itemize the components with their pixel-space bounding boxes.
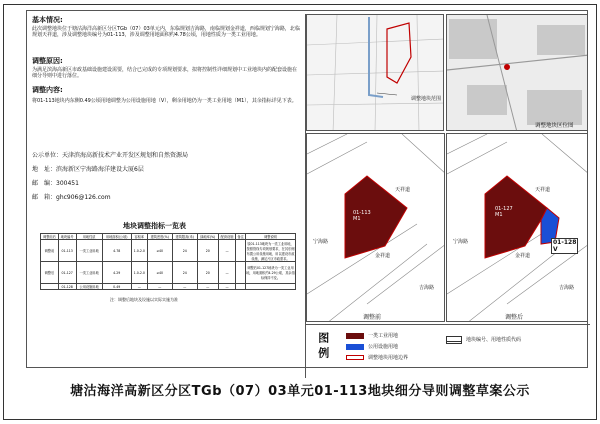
table-header: 绿地率(%) <box>197 234 218 240</box>
road-label: 金祥道 <box>375 253 391 259</box>
overview-map-drawing <box>447 15 588 131</box>
legend-item-label: 地块编号、用地性质代码 <box>466 337 522 343</box>
basic-text: 此次调整地块位于塘沽海洋高新区分区TGb（07）03单元内，东临规划吉海路，南临规划金祥道，西临规划宁海路，北临规划天祥道，涉及调整地块编号为01-113，涉及调整用地面积约4.78公顷，用地性质为一类工业用地。 <box>32 26 300 39</box>
table-row: 调整后 01-127 一类工业用地 4.29 1.0-2.0 ≥40 24 20 — 调整后01-127地块为一类工业用地，用地面积约4.29公顷，其余指标保持不变。 <box>41 262 296 284</box>
content-title: 调整内容: <box>32 86 63 94</box>
road-label: 吉海路 <box>559 285 575 291</box>
contact-address: 地 址：滨海新区宁海路海洋建设大厦6层 <box>32 166 144 173</box>
before-map-drawing <box>307 134 445 322</box>
location-map <box>306 14 444 131</box>
road-label: 宁海路 <box>453 239 469 245</box>
legend-item-label: 公用设施用地 <box>368 344 399 350</box>
after-map <box>446 133 588 322</box>
after-label: 调整后 <box>505 314 524 321</box>
table-row: 01-128 公用设施用地 0.49 — — — — — <box>41 284 296 290</box>
table-header: 用地性质 <box>76 234 102 240</box>
table-header: 调整说明 <box>246 234 296 240</box>
road-label: 吉海路 <box>419 285 435 291</box>
legend-divider <box>306 324 590 325</box>
legend-code-swatch <box>446 336 462 344</box>
indicator-table <box>40 233 296 290</box>
contact-postcode: 邮 编：300451 <box>32 180 79 187</box>
legend-title: 图例 <box>316 332 330 362</box>
parcel-before-label: 01-113 M1 <box>353 210 371 222</box>
table-row: 调整前 01-113 一类工业用地 4.78 1.0-2.0 ≥40 24 20 — 原01-113地块为一类工业用地，按照管线专项规划要求，在其东侧布置公用设施用地，用以建设市政设施，满足片区市政需求。 <box>41 240 296 262</box>
reason-text: 为满足滨海高新区市政基础设施建设需要，结合已完成的专项规划要求，拟将控制性详细规划中工业地块内的配套设施在细分导则中进行落位。 <box>32 67 298 80</box>
table-header: 建筑限高(米) <box>172 234 197 240</box>
legend-item-label: 一类工业用地 <box>368 333 399 339</box>
page-title: 塘沽海洋高新区分区TGb（07）03单元01-113地块细分导则调整草案公示 <box>70 384 530 399</box>
table-header: 用地面积(公顷) <box>102 234 131 240</box>
road-label: 天祥道 <box>535 187 551 193</box>
before-label: 调整前 <box>363 314 382 321</box>
overview-label: 调整地块区位图 <box>535 123 574 129</box>
legend-swatch-boundary <box>346 355 364 360</box>
table-note: 注：调整后地块及设施以实际实施为准 <box>110 297 178 302</box>
table-header: 容积率 <box>131 234 147 240</box>
road-label: 宁海路 <box>313 239 329 245</box>
table-header: 备注 <box>237 235 244 239</box>
road-label: 金祥道 <box>515 253 531 259</box>
parcel-after-v-label: 01-128 V <box>553 239 577 253</box>
legend-swatch-m1 <box>346 333 364 339</box>
overview-map <box>446 14 588 131</box>
table-header: 地块编号 <box>58 234 76 240</box>
contact-email: 邮 箱：ghc906@126.com <box>32 194 111 201</box>
road-label: 天祥道 <box>395 187 411 193</box>
before-map <box>306 133 445 322</box>
table-title: 地块调整指标一览表 <box>123 222 186 230</box>
contact-unit: 公示单位：天津滨海高新技术产业开发区规划和自然资源局 <box>32 152 189 159</box>
location-map-drawing <box>307 15 444 131</box>
reason-title: 调整原因: <box>32 57 63 65</box>
location-label: 调整地块范围 <box>411 96 442 102</box>
legend-item-label: 调整地块用地边界 <box>368 355 409 361</box>
parcel-after-m1-label: 01-127 M1 <box>495 206 513 218</box>
table-header: 配套设施 <box>218 234 236 240</box>
table-header: 调整前后 <box>41 234 59 240</box>
legend-swatch-v <box>346 344 364 350</box>
table-header: 建筑密度(%) <box>147 234 172 240</box>
after-map-drawing <box>447 134 588 322</box>
basic-title: 基本情况: <box>32 16 63 24</box>
content-text: 将01-113地块内东侧0.49公顷用地调整为公用设施用地（V），剩余用地仍为一类工业用地（M1），其余指标详见下表。 <box>32 98 297 104</box>
